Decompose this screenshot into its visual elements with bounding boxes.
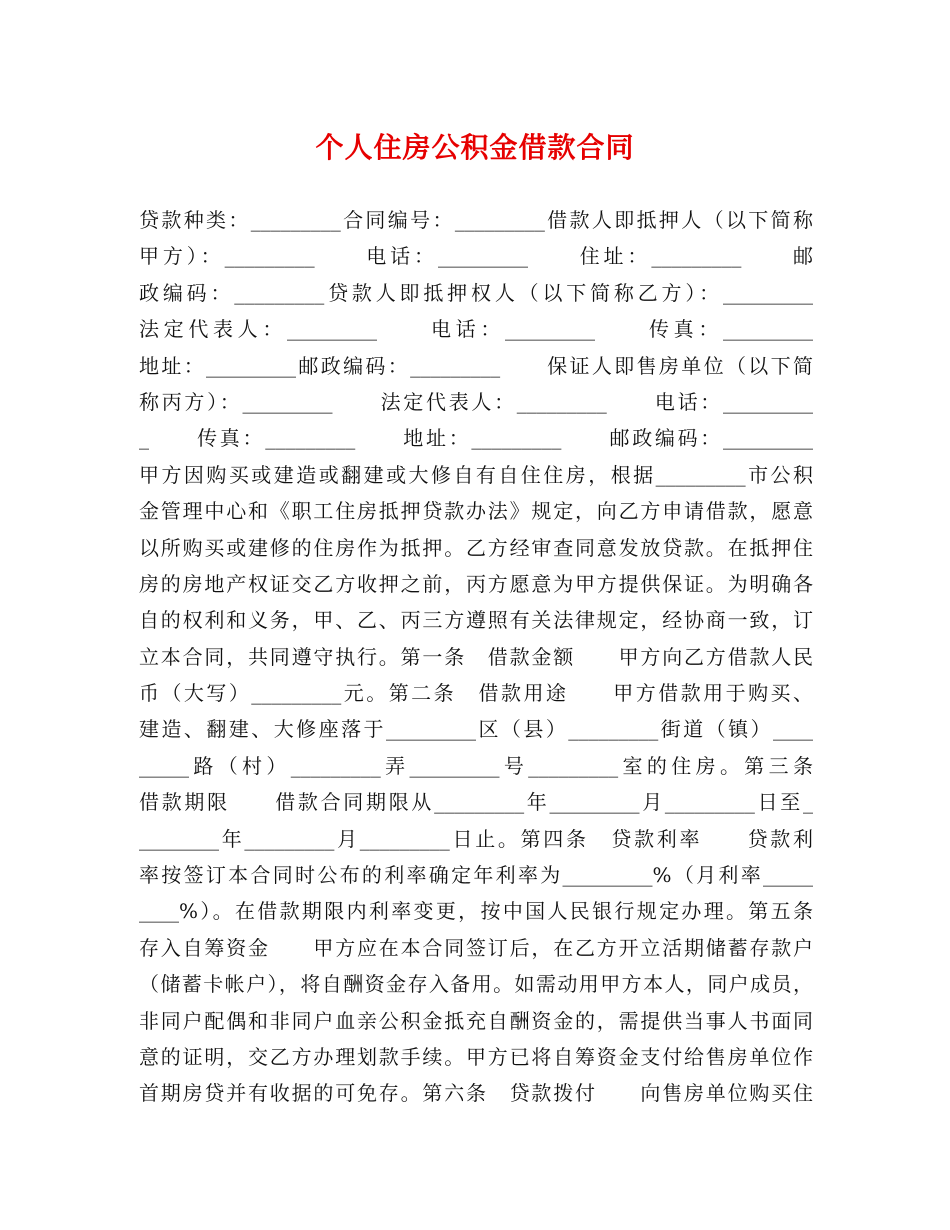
body-line: 立本合同，共同遵守执行。第一条 借款金额 甲方向乙方借款人民 [139, 644, 813, 669]
body-line: 政编码：_________贷款人即抵押权人（以下简称乙方）：_________ [139, 280, 813, 305]
body-line: ________年_________月_________日止。第四条 贷款利率 贷款利 [139, 826, 813, 851]
body-line: （储蓄卡帐户），将自酬资金存入备用。如需动用甲方本人，同户成员， [139, 972, 813, 997]
body-line: ____%）。在借款期限内利率变更，按中国人民银行规定办理。第五条 [139, 899, 813, 924]
body-line: 首期房贷并有收据的可免存。第六条 贷款拨付 向售房单位购买住 [139, 1081, 813, 1106]
body-line: 房的房地产权证交乙方收押之前，丙方愿意为甲方提供保证。为明确各 [139, 571, 813, 596]
body-line: _ 传真：_________ 地址：_________ 邮政编码：_________ [139, 426, 813, 451]
body-line: 自的权利和义务，甲、乙、丙三方遵照有关法律规定，经协商一致，订 [139, 608, 813, 633]
body-line: _____路（村）_________弄_________号_________室的住房。第三条 [139, 753, 813, 778]
body-line: 金管理中心和《职工住房抵押贷款办法》规定，向乙方申请借款，愿意 [139, 499, 813, 524]
body-line: 法定代表人：_________ 电话：_________ 传真：_________ [139, 317, 813, 342]
body-line: 币（大写）_________元。第二条 借款用途 甲方借款用于购买、 [139, 681, 813, 706]
body-line: 借款期限 借款合同期限从_________年_________月_________日至_ [139, 790, 813, 815]
body-line: 贷款种类：_________合同编号：_________借款人即抵押人（以下简称 [139, 208, 813, 232]
body-line: 存入自筹资金 甲方应在本合同签订后，在乙方开立活期储蓄存款户 [139, 935, 813, 960]
body-line: 称丙方）：_________ 法定代表人：_________ 电话：_________ [139, 389, 813, 414]
body-line: 建造、翻建、大修座落于_________区（县）_________街道（镇）____ [139, 717, 813, 742]
contract-body [139, 202, 813, 1112]
body-line: 率按签订本合同时公布的利率确定年利率为_________%（月利率_____ [139, 863, 813, 888]
body-line: 甲方）：_________ 电话：_________ 住址：_________ 邮 [139, 244, 813, 269]
body-line: 意的证明，交乙方办理划款手续。甲方已将自筹资金支付给售房单位作 [139, 1044, 813, 1069]
body-line: 以所购买或建修的住房作为抵押。乙方经审查同意发放贷款。在抵押住 [139, 535, 813, 560]
body-line: 非同户配偶和非同户血亲公积金抵充自酬资金的，需提供当事人书面同 [139, 1008, 813, 1033]
document-title: 个人住房公积金借款合同 [315, 131, 635, 164]
body-line: 甲方因购买或建造或翻建或大修自有自住住房，根据_________市公积 [139, 462, 813, 487]
body-line: 地址：_________邮政编码：_________ 保证人即售房单位（以下简 [139, 353, 813, 378]
